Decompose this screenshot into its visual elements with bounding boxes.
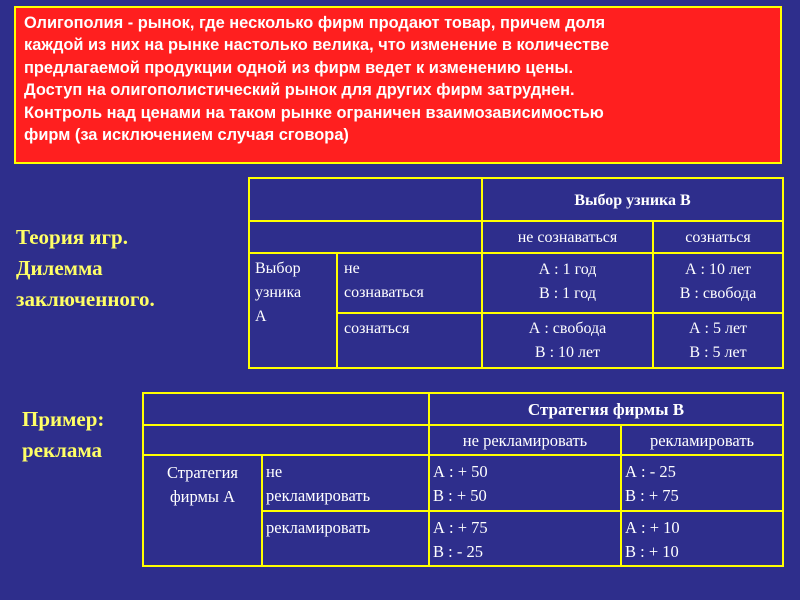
column-label: не сознаваться (482, 221, 653, 253)
definition-line: каждой из них на рынке настолько велика, что изменение в количестве (24, 36, 610, 55)
payoff-cell: А : 5 лет В : 5 лет (653, 313, 783, 368)
empty-corner-cell (143, 425, 429, 455)
prisoner-dilemma-table (248, 177, 784, 369)
table-row (143, 455, 783, 511)
payoff-cell: А : 10 лет В : свобода (653, 253, 783, 313)
empty-corner-cell (249, 178, 482, 221)
prisoner-dilemma-title: Теория игр. Дилемма заключенного. (16, 225, 155, 311)
payoff-cell: А : - 25 В : + 75 (621, 455, 783, 511)
column-group-header: Стратегия фирмы В (429, 393, 783, 425)
definition-line: фирм (за исключением случая сговора) (24, 126, 349, 145)
payoff-cell: А : 1 год В : 1 год (482, 253, 653, 313)
payoff-cell: А : + 10 В : + 10 (621, 511, 783, 566)
empty-corner-cell (143, 393, 429, 425)
table-subheader-row (249, 221, 783, 253)
definition-line: Контроль над ценами на таком рынке ограничен взаимозависимостью (24, 103, 604, 122)
empty-corner-cell (249, 221, 482, 253)
row-group-label: Выбор узника А (249, 253, 337, 368)
row-label: сознаться (337, 313, 482, 368)
table-header-row (143, 393, 783, 425)
definition-line: Доступ на олигополистический рынок для других фирм затруднен. (24, 81, 575, 100)
row-label: не сознаваться (337, 253, 482, 313)
row-label: не рекламировать (262, 455, 429, 511)
advertising-example-title: Пример: реклама (22, 407, 105, 462)
payoff-cell: А : + 50 В : + 50 (429, 455, 621, 511)
table-subheader-row (143, 425, 783, 455)
column-label: не рекламировать (429, 425, 621, 455)
advertising-table (142, 392, 784, 567)
definition-line: Олигополия - рынок, где несколько фирм продают товар, причем доля (24, 14, 606, 32)
table-header-row (249, 178, 783, 221)
column-group-header: Выбор узника В (482, 178, 783, 221)
row-label: рекламировать (262, 511, 429, 566)
oligopoly-definition-box (14, 6, 782, 164)
definition-line: предлагаемой продукции одной из фирм ведет к изменению цены. (24, 58, 574, 77)
table-row (249, 253, 783, 313)
payoff-cell: А : + 75 В : - 25 (429, 511, 621, 566)
row-group-label: Стратегия фирмы А (143, 455, 262, 566)
column-label: рекламировать (621, 425, 783, 455)
column-label: сознаться (653, 221, 783, 253)
payoff-cell: А : свобода В : 10 лет (482, 313, 653, 368)
